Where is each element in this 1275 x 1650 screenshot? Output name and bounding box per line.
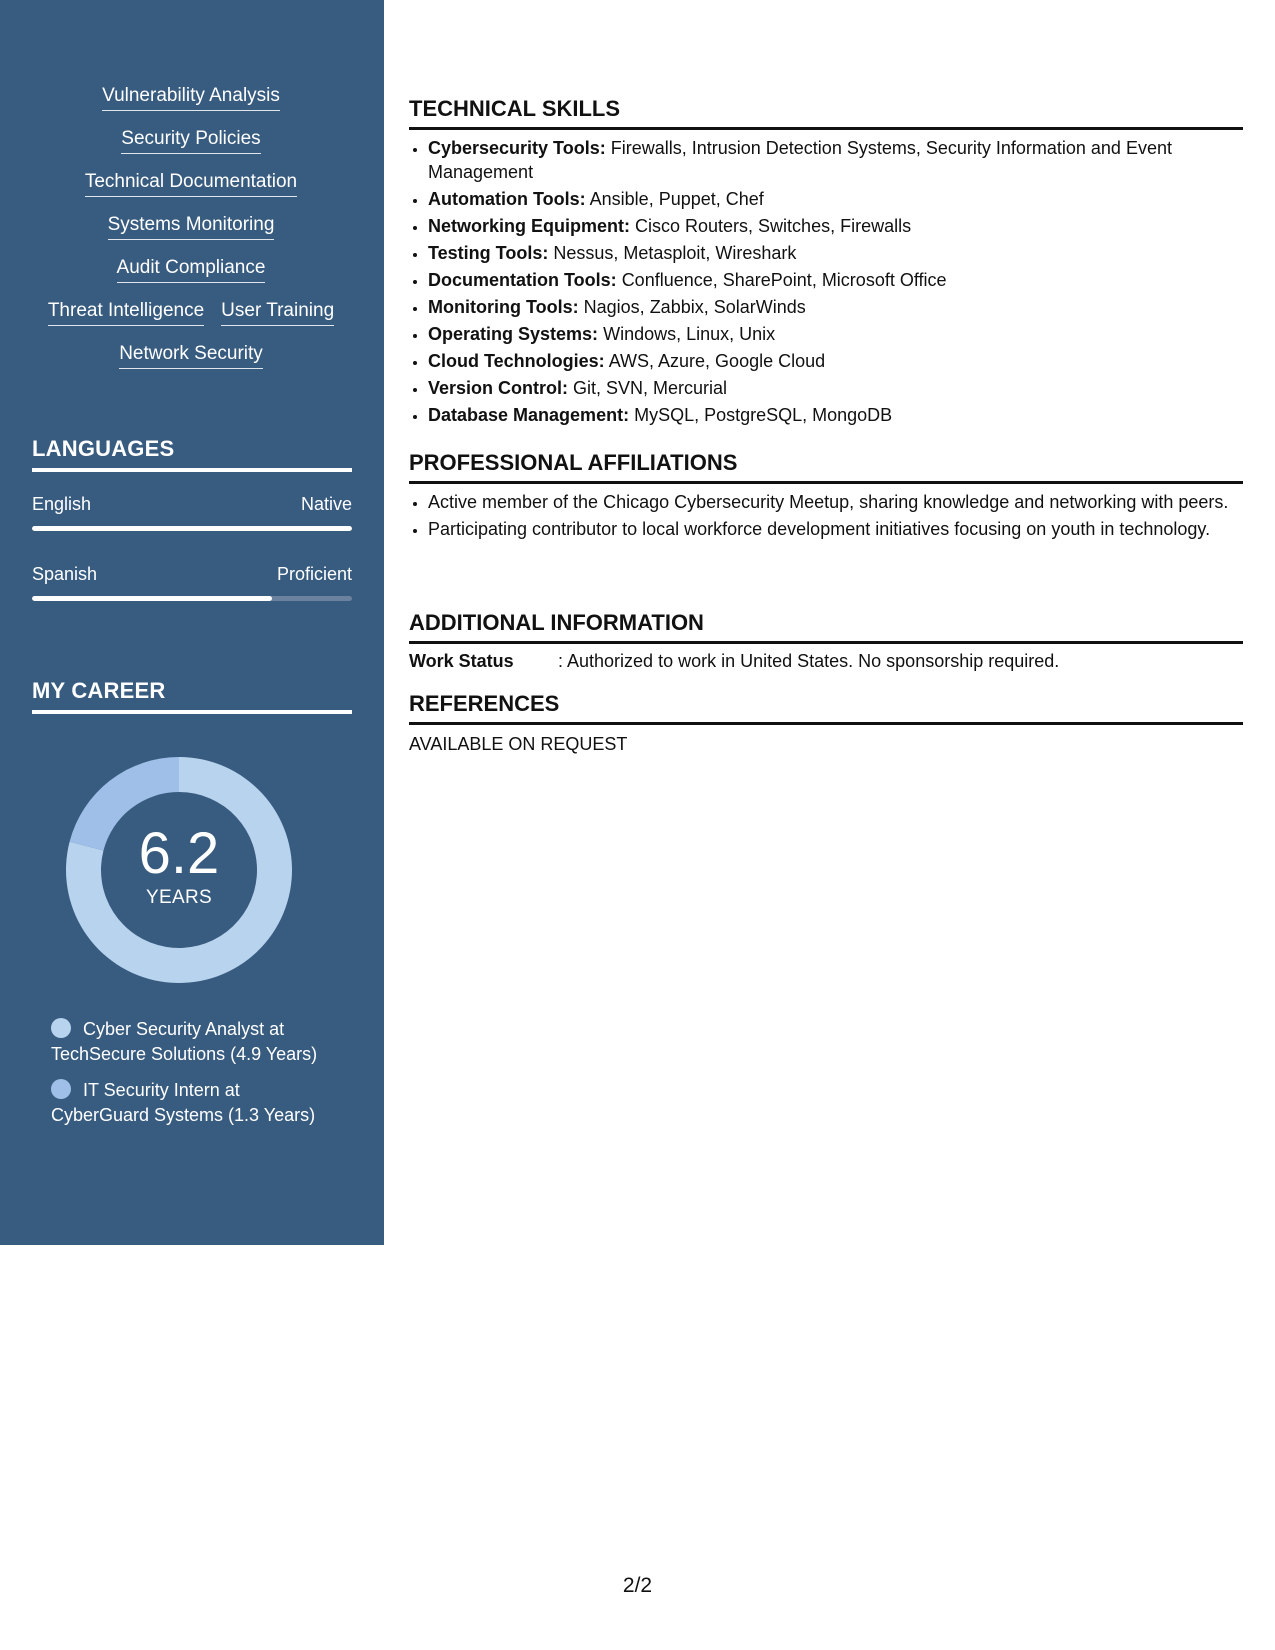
language-level: Proficient [276,564,352,584]
career-role-label: Cyber Security Analyst at TechSecure Solutions (4.9 Years) [51,1019,318,1064]
skill-values: Git, SVN, Mercurial [573,378,728,398]
sidebar [0,0,384,1245]
skill-category: Operating Systems: [428,324,599,344]
references-text: AVAILABLE ON REQUEST [409,734,628,754]
list-item [428,214,1262,238]
skill-category: Networking Equipment: [428,216,630,236]
language-name: Spanish [32,564,98,584]
skill-values: Windows, Linux, Unix [603,324,776,344]
skill-category: Version Control: [428,378,569,398]
skill-tag: Vulnerability Analysis [102,86,280,111]
career-total-unit: YEARS [146,887,212,908]
skill-values: Nagios, Zabbix, SolarWinds [583,297,806,317]
list-item: • Active member of the Chicago Cybersecurity Meetup, sharing knowledge and networking with peers. [428,490,1262,514]
career-total-value: 6.2 [138,821,220,886]
skill-values: Confluence, SharePoint, Microsoft Office [621,270,947,290]
work-status-label: Work Status [409,651,514,671]
career-legend-item [51,1017,341,1066]
section-title-technical-skills: TECHNICAL SKILLS [409,96,1243,130]
list-item [428,187,1262,211]
language-proficiency-bar [32,526,352,531]
skill-category: Cloud Technologies: [428,351,605,371]
language-proficiency-fill [32,596,272,601]
skill-category: Monitoring Tools: [428,297,579,317]
language-name: English [32,494,92,514]
language-proficiency-bar [32,596,352,601]
skill-values: MySQL, PostgreSQL, MongoDB [634,405,893,425]
skill-tag: Network Security [119,344,263,369]
skill-tag: Audit Compliance [117,258,266,283]
work-status-value: : Authorized to work in United States. No sponsorship required. [558,651,1060,671]
list-item [428,403,1262,427]
section-title-additional-info: ADDITIONAL INFORMATION [409,610,1243,644]
list-item [428,295,1262,319]
legend-dot-icon [51,1018,71,1038]
skill-category: Documentation Tools: [428,270,617,290]
section-title-affiliations: PROFESSIONAL AFFILIATIONS [409,450,1243,484]
affiliations-list [409,490,1262,544]
career-role-label: IT Security Intern at CyberGuard Systems (1.3 Years) [51,1080,316,1125]
page-number: 2/2 [622,1574,653,1597]
skill-tag: Threat Intelligence [48,301,204,326]
list-item [428,349,1262,373]
skill-tag: Systems Monitoring [108,215,275,240]
list-item [428,376,1262,400]
legend-dot-icon [51,1079,71,1099]
career-legend [51,1017,341,1139]
career-legend-item [51,1078,341,1127]
languages-heading: LANGUAGES [32,436,352,472]
list-item: • Participating contributor to local workforce development initiatives focusing on youth in technology. [428,517,1262,541]
list-item [428,322,1262,346]
section-title-references: REFERENCES [409,691,1243,725]
skill-tag: Security Policies [121,129,260,154]
skill-tag: Technical Documentation [85,172,297,197]
skill-values: Cisco Routers, Switches, Firewalls [635,216,912,236]
language-row [32,494,352,515]
skill-tag: User Training [221,301,334,326]
skills-cloud [32,86,350,369]
skill-values: Ansible, Puppet, Chef [589,189,764,209]
technical-skills-list [409,136,1262,430]
skill-category: Cybersecurity Tools: [428,138,606,158]
career-donut-center [66,757,292,983]
skill-category: Testing Tools: [428,243,549,263]
career-donut-chart [66,757,292,983]
career-heading: MY CAREER [32,678,352,714]
language-row [32,564,352,585]
skill-category: Automation Tools: [428,189,586,209]
language-proficiency-fill [32,526,352,531]
list-item [428,268,1262,292]
list-item [428,241,1262,265]
skill-values: Firewalls, Intrusion Detection Systems, Security Information and Event Management [428,138,1172,182]
skill-values: Nessus, Metasploit, Wireshark [553,243,797,263]
skill-values: AWS, Azure, Google Cloud [608,351,826,371]
list-item [428,136,1262,184]
skill-category: Database Management: [428,405,630,425]
language-level: Native [300,494,352,514]
